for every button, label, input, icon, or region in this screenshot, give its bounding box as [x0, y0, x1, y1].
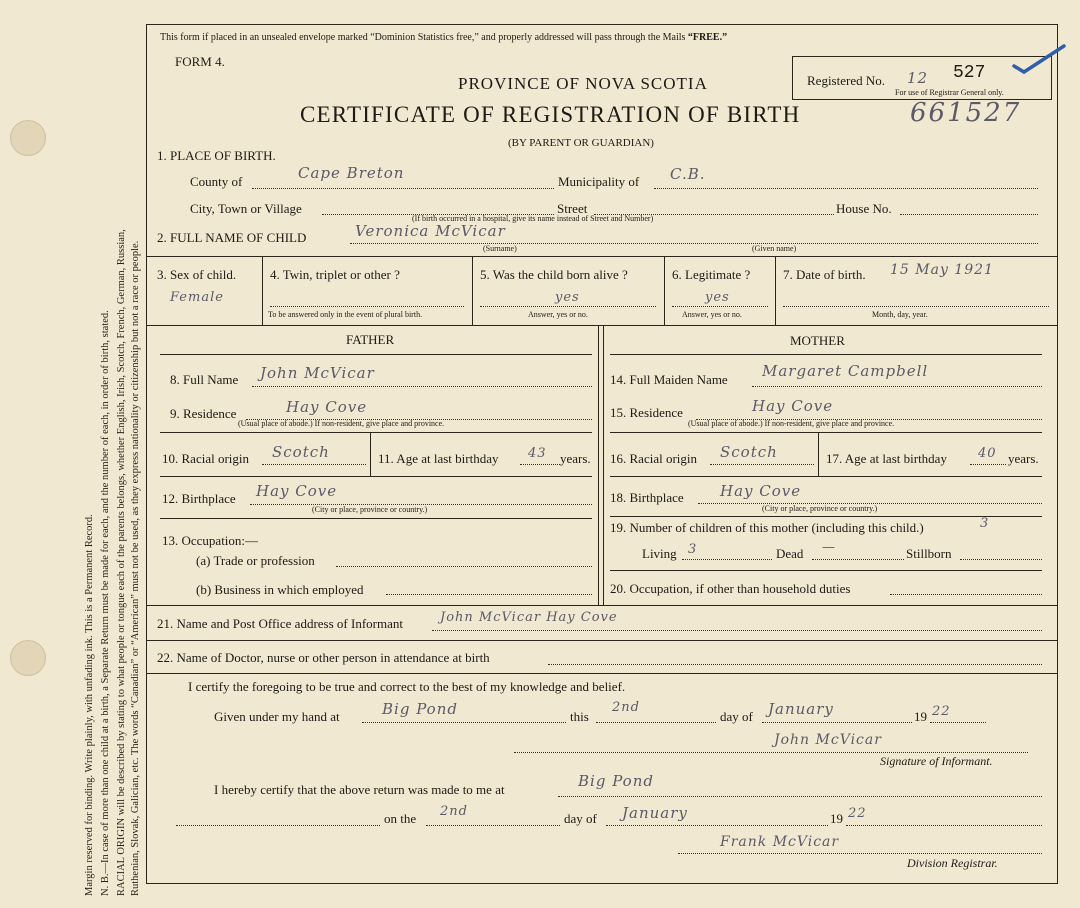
registrar-general-note: For use of Registrar General only.	[895, 88, 1004, 97]
registrar-signature: Frank McVicar	[720, 834, 840, 850]
father-birthplace-value: Hay Cove	[256, 482, 338, 500]
father-racial-origin-label: 10. Racial origin	[162, 451, 250, 466]
given-year-prefix: 19	[914, 709, 927, 724]
registered-label: Registered No.	[807, 73, 885, 88]
municipality-value: C.B.	[670, 165, 706, 183]
father-name-label: 8. Full Name	[170, 372, 239, 387]
on-the-label: on the	[384, 811, 417, 826]
municipality-label: Municipality of	[558, 174, 640, 189]
mother-heading: MOTHER	[790, 333, 845, 348]
certificate-title: CERTIFICATE OF REGISTRATION OF BIRTH	[300, 102, 801, 127]
house-number-label: House No.	[836, 201, 892, 216]
registered-prefix: 12	[907, 69, 929, 87]
sex-value: Female	[170, 290, 224, 305]
father-years-label: years.	[560, 451, 591, 466]
date-of-birth-label: 7. Date of birth.	[783, 267, 866, 282]
children-count-label: 19. Number of children of this mother (including this child.)	[610, 520, 924, 535]
attendant-label: 22. Name of Doctor, nurse or other person in attendance at birth	[157, 650, 490, 665]
stillborn-label: Stillborn	[906, 546, 952, 561]
province-heading: PROVINCE OF NOVA SCOTIA	[458, 74, 708, 93]
date-format-note: Month, day, year.	[872, 310, 928, 319]
mother-occupation-label: 20. Occupation, if other than household duties	[610, 581, 851, 596]
city-label: City, Town or Village	[190, 201, 302, 216]
margin-note-nationality: Ruthenian, Slovak, Galician, etc. The words “Canadian” or “American” must not be used, as they express nationality or citizenship but not a race or people.	[130, 240, 141, 896]
binding-hole	[10, 120, 46, 156]
registrar-statement: I hereby certify that the above return was made to me at	[214, 782, 505, 797]
father-racial-origin-value: Scotch	[272, 443, 330, 461]
twin-note: To be answered only in the event of plural birth.	[268, 310, 423, 319]
business-label: (b) Business in which employed	[196, 582, 364, 597]
margin-note-multiple-births: N. B.—In case of more than one child at a birth, a Separate Return must be made for each, and the number of each, in order of birth, stated.	[100, 310, 111, 896]
mother-residence-label: 15. Residence	[610, 405, 683, 420]
born-alive-label: 5. Was the child born alive ?	[480, 267, 628, 282]
trade-label: (a) Trade or profession	[196, 553, 315, 568]
surname-note: (Surname)	[483, 244, 517, 253]
living-label: Living	[642, 546, 677, 561]
given-month-value: January	[768, 700, 834, 718]
mother-age-label: 17. Age at last birthday	[826, 451, 947, 466]
father-birthplace-note: (City or place, province or country.)	[312, 505, 428, 514]
signature-of-informant-label: Signature of Informant.	[880, 754, 993, 768]
registrar-day-value: 2nd	[440, 804, 468, 819]
born-alive-value: yes	[555, 290, 580, 305]
sex-label: 3. Sex of child.	[157, 267, 237, 282]
margin-note-binding: Margin reserved for binding. Write plainly, with unfading ink. This is a Permanent Record.	[84, 514, 95, 896]
dead-value: —	[822, 540, 836, 555]
dead-label: Dead	[776, 546, 804, 561]
registered-number: 527	[953, 63, 986, 83]
father-birthplace-label: 12. Birthplace	[162, 491, 236, 506]
given-place-value: Big Pond	[382, 700, 458, 718]
mother-birthplace-note: (City or place, province or country.)	[762, 504, 878, 513]
division-registrar-label: Division Registrar.	[907, 856, 998, 870]
registrar-day-of-label: day of	[564, 811, 597, 826]
mother-years-label: years.	[1008, 451, 1039, 466]
certificate-subtitle: (BY PARENT OR GUARDIAN)	[508, 137, 654, 149]
registrar-month-value: January	[622, 804, 688, 822]
given-under-hand-label: Given under my hand at	[214, 709, 340, 724]
mother-residence-value: Hay Cove	[752, 397, 834, 415]
hospital-note: (If birth occurred in a hospital, give its name instead of Street and Number)	[412, 214, 654, 223]
county-label: County of	[190, 174, 243, 189]
mother-racial-origin-label: 16. Racial origin	[610, 451, 698, 466]
mother-name-label: 14. Full Maiden Name	[610, 372, 728, 387]
mother-birthplace-value: Hay Cove	[720, 482, 802, 500]
stamped-registration-number: 661527	[910, 98, 1022, 128]
margin-note-racial-origin: RACIAL ORIGIN will be described by stating to what people or tongue each of the parents belongs, whether English, Irish, Scotch, French, German, Russian,	[116, 229, 127, 896]
father-residence-label: 9. Residence	[170, 406, 237, 421]
form-number: FORM 4.	[175, 54, 225, 69]
legitimate-value: yes	[705, 290, 730, 305]
binding-hole	[10, 640, 46, 676]
children-count-value: 3	[980, 516, 990, 531]
twin-label: 4. Twin, triplet or other ?	[270, 267, 400, 282]
informant-value: John McVicar Hay Cove	[440, 610, 618, 625]
informant-label: 21. Name and Post Office address of Informant	[157, 616, 403, 631]
father-age-value: 43	[528, 446, 547, 461]
mother-name-value: Margaret Campbell	[762, 362, 929, 380]
given-day-value: 2nd	[612, 700, 640, 715]
check-mark-icon	[1010, 40, 1070, 80]
date-of-birth-value: 15 May 1921	[890, 262, 994, 278]
place-of-birth-heading: 1. PLACE OF BIRTH.	[157, 148, 276, 163]
mother-birthplace-label: 18. Birthplace	[610, 490, 684, 505]
mailing-notice: This form if placed in an unsealed envelope marked “Dominion Statistics free,” and properly addressed will pass through the Mails “FREE.”	[160, 32, 728, 43]
child-name-label: 2. FULL NAME OF CHILD	[157, 230, 307, 245]
father-occupation-label: 13. Occupation:—	[162, 533, 259, 548]
informant-certification-statement: I certify the foregoing to be true and correct to the best of my knowledge and belief.	[188, 679, 626, 694]
legitimate-label: 6. Legitimate ?	[672, 267, 751, 282]
street-label: Street	[557, 201, 588, 216]
father-residence-value: Hay Cove	[286, 398, 368, 416]
informant-signature: John McVicar	[774, 732, 882, 748]
registrar-place-value: Big Pond	[578, 772, 654, 790]
child-name-value: Veronica McVicar	[355, 222, 506, 240]
mother-racial-origin-value: Scotch	[720, 443, 778, 461]
registrar-year-prefix: 19	[830, 811, 843, 826]
county-value: Cape Breton	[298, 164, 405, 182]
legitimate-note: Answer, yes or no.	[682, 310, 742, 319]
born-alive-note: Answer, yes or no.	[528, 310, 588, 319]
registrar-year-value: 22	[848, 806, 867, 821]
father-residence-note: (Usual place of abode.) If non-resident, give place and province.	[238, 419, 445, 428]
father-name-value: John McVicar	[260, 364, 375, 382]
living-value: 3	[688, 542, 698, 557]
this-label: this	[570, 709, 589, 724]
given-year-value: 22	[932, 704, 951, 719]
mother-age-value: 40	[978, 446, 997, 461]
father-age-label: 11. Age at last birthday	[378, 451, 499, 466]
day-of-label: day of	[720, 709, 753, 724]
given-name-note: (Given name)	[752, 244, 797, 253]
mother-residence-note: (Usual place of abode.) If non-resident, give place and province.	[688, 419, 895, 428]
father-heading: FATHER	[346, 332, 395, 347]
